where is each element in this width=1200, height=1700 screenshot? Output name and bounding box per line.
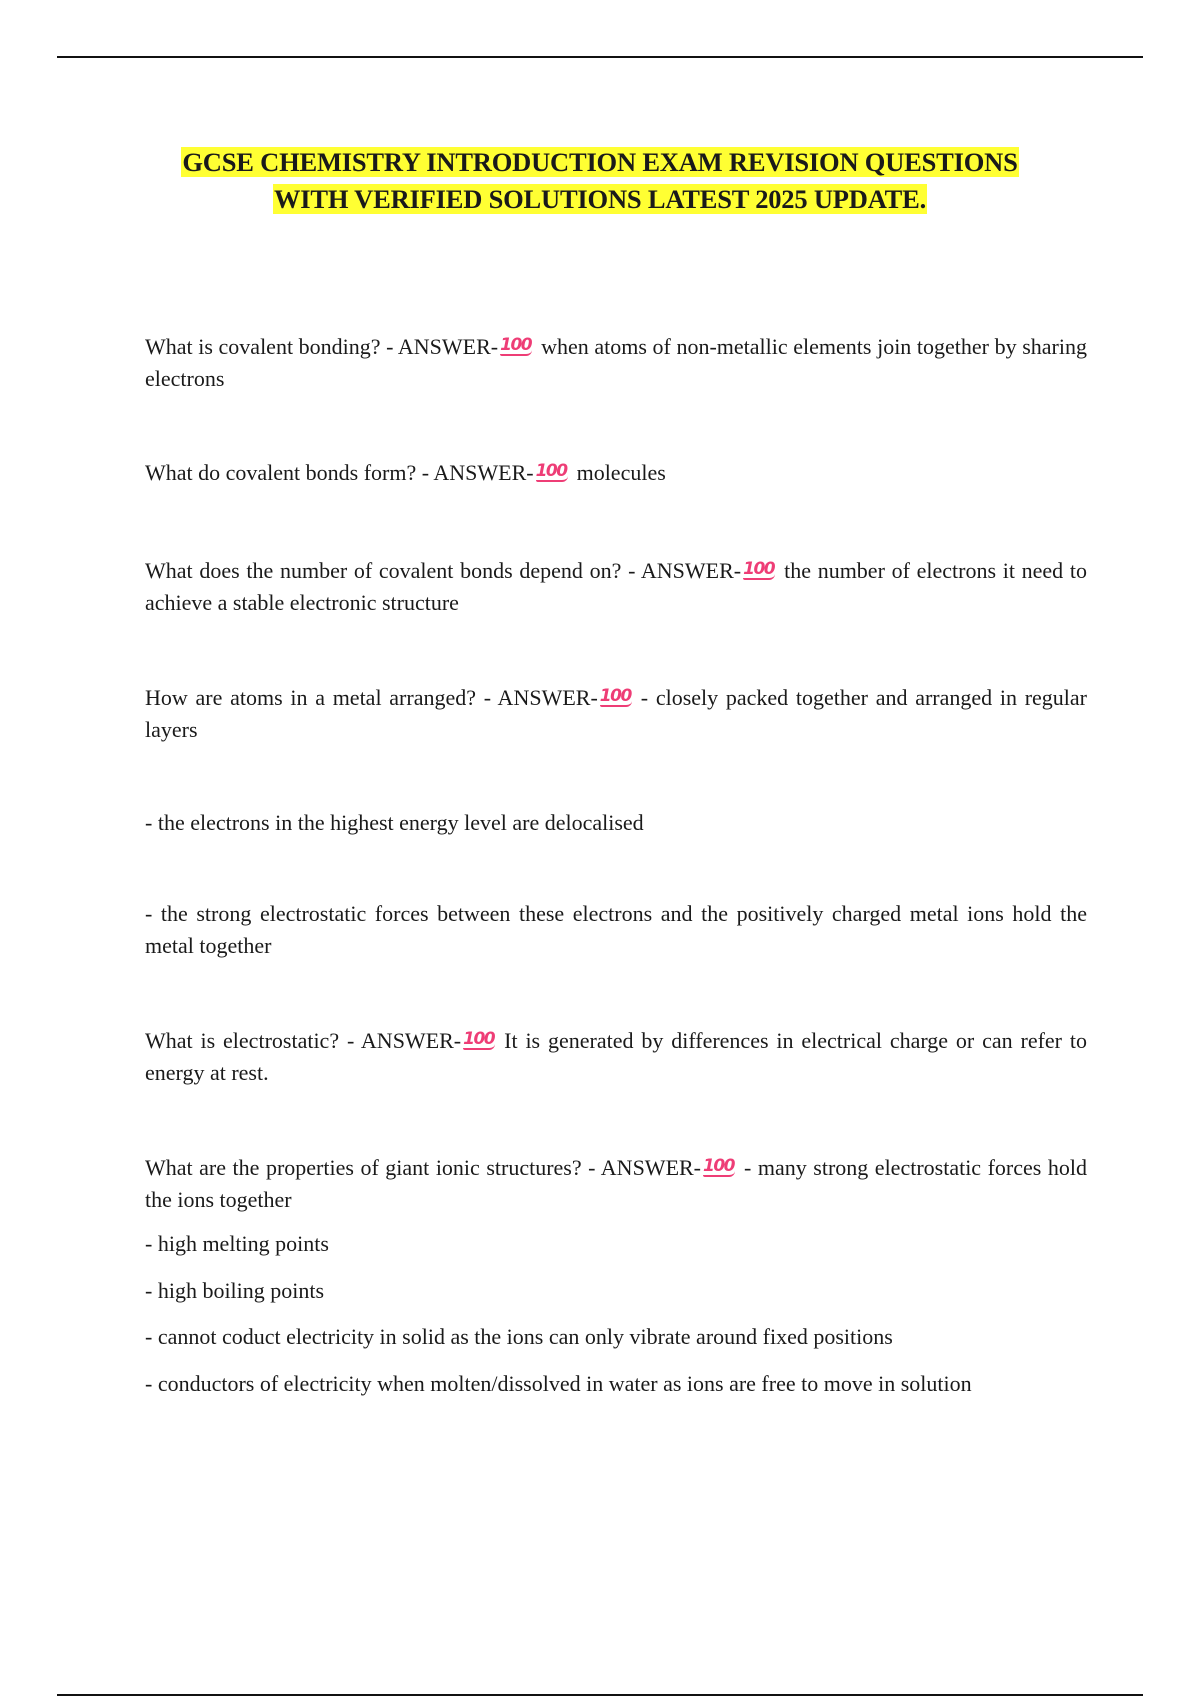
title-line-2: WITH VERIFIED SOLUTIONS LATEST 2025 UPDATE. bbox=[273, 184, 927, 214]
answer-extra-line: - the electrons in the highest energy level are delocalised bbox=[145, 810, 644, 835]
answer-extra-line: - conductors of electricity when molten/dissolved in water as ions are free to move in solution bbox=[145, 1371, 972, 1396]
answer-text: molecules bbox=[576, 460, 666, 485]
answer-extra-line: - cannot coduct electricity in solid as the ions can only vibrate around fixed positions bbox=[145, 1324, 893, 1349]
top-rule bbox=[57, 56, 1143, 58]
question-text: What does the number of covalent bonds depend on? - ANSWER- bbox=[145, 558, 742, 583]
question-text: What is electrostatic? - ANSWER- bbox=[145, 1028, 462, 1053]
hundred-points-icon: 100 bbox=[599, 686, 631, 706]
qa-item-giant-ionic bbox=[145, 1152, 1087, 1216]
bottom-rule bbox=[57, 1694, 1143, 1696]
qa-item-electrostatic bbox=[145, 1025, 1087, 1089]
answer-text: - many strong electrostatic forces hold the ions together bbox=[145, 1155, 1087, 1212]
hundred-points-icon: 100 bbox=[500, 335, 532, 355]
answer-extra-line: - the strong electrostatic forces between these electrons and the positively charged metal ions hold the metal together bbox=[145, 901, 1087, 958]
answer-text: - closely packed together and arranged in regular layers bbox=[145, 685, 1087, 742]
question-text: What are the properties of giant ionic structures? - ANSWER- bbox=[145, 1155, 702, 1180]
hundred-points-icon: 100 bbox=[535, 461, 567, 481]
answer-extra-line: - high melting points bbox=[145, 1231, 329, 1256]
answer-text: the number of electrons it need to achieve a stable electronic structure bbox=[145, 558, 1088, 615]
title-line-1: GCSE CHEMISTRY INTRODUCTION EXAM REVISION QUESTIONS bbox=[182, 147, 1018, 177]
qa-item-number-of-bonds bbox=[145, 555, 1087, 619]
question-text: How are atoms in a metal arranged? - ANSWER- bbox=[145, 685, 598, 710]
document-title bbox=[100, 144, 1100, 218]
answer-text: when atoms of non-metallic elements join together by sharing electrons bbox=[145, 334, 1087, 391]
answer-extra-line: - high boiling points bbox=[145, 1278, 325, 1303]
qa-item-metal-atoms bbox=[145, 682, 1087, 746]
qa-item-covalent-bonds-form bbox=[145, 457, 1087, 489]
question-text: What do covalent bonds form? - ANSWER- bbox=[145, 460, 534, 485]
hundred-points-icon: 100 bbox=[463, 1029, 495, 1049]
hundred-points-icon: 100 bbox=[703, 1156, 735, 1176]
question-text: What is covalent bonding? - ANSWER- bbox=[145, 334, 499, 359]
qa-item-covalent-bonding bbox=[145, 331, 1087, 395]
hundred-points-icon: 100 bbox=[743, 559, 775, 579]
answer-text: It is generated by differences in electrical charge or can refer to energy at rest. bbox=[145, 1028, 1087, 1085]
